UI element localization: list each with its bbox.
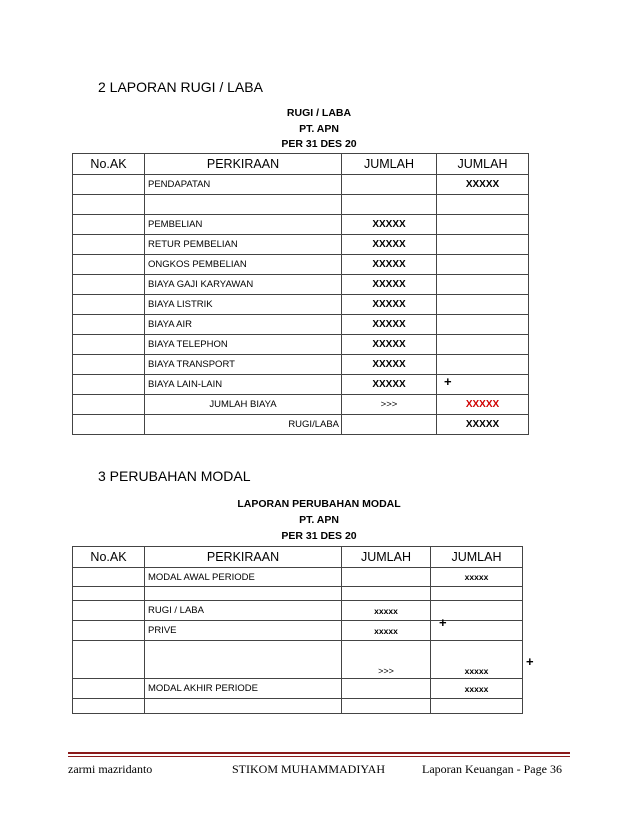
header-perkiraan: PERKIRAAN xyxy=(145,547,342,568)
table-row xyxy=(73,375,529,395)
amount-1: XXXXX xyxy=(342,295,437,315)
amount-2 xyxy=(437,315,529,335)
account-name: RETUR PEMBELIAN xyxy=(145,235,342,255)
header-jumlah-2: JUMLAH xyxy=(431,547,523,568)
account-name: BIAYA TRANSPORT xyxy=(145,355,342,375)
table-row xyxy=(73,601,523,621)
amount-1: xxxxx xyxy=(342,601,431,621)
total-label: JUMLAH BIAYA xyxy=(145,395,342,415)
amount-1 xyxy=(342,195,437,215)
amount-1: XXXXX xyxy=(342,275,437,295)
header-jumlah-1: JUMLAH xyxy=(342,154,437,175)
amount-2 xyxy=(437,235,529,255)
header-perkiraan: PERKIRAAN xyxy=(145,154,342,175)
table-row xyxy=(73,699,523,714)
table-row xyxy=(73,215,529,235)
footer-institution: STIKOM MUHAMMADIYAH xyxy=(232,762,386,776)
amount-2 xyxy=(437,195,529,215)
plus-sign: + xyxy=(439,615,447,630)
amount-2: xxxxx xyxy=(431,679,523,699)
company-name: PT. APN xyxy=(299,514,339,526)
account-name: BIAYA TELEPHON xyxy=(145,335,342,355)
table-row xyxy=(73,235,529,255)
amount-1: XXXXX xyxy=(342,315,437,335)
footer-divider xyxy=(68,752,570,754)
report-title: RUGI / LABA xyxy=(286,107,352,119)
amount-1: XXXXX xyxy=(342,215,437,235)
amount-2 xyxy=(437,355,529,375)
header-jumlah-2: JUMLAH xyxy=(437,154,529,175)
account-name: PEMBELIAN xyxy=(145,215,342,235)
plus-sign: + xyxy=(526,654,534,669)
company-name: PT. APN xyxy=(299,123,339,135)
total-amount: XXXXX xyxy=(437,395,529,415)
account-name: ONGKOS PEMBELIAN xyxy=(145,255,342,275)
rugi-laba-table xyxy=(72,153,529,435)
amount-1: XXXXX xyxy=(342,375,437,395)
table-row xyxy=(73,175,529,195)
account-name: BIAYA AIR xyxy=(145,315,342,335)
amount-2 xyxy=(437,335,529,355)
amount-1: xxxxx xyxy=(342,621,431,641)
amount-2 xyxy=(437,275,529,295)
table-row xyxy=(73,587,523,601)
footer-divider-thin xyxy=(68,756,570,757)
report-period: PER 31 DES 20 xyxy=(281,530,357,542)
total-arrow: >>> xyxy=(342,641,431,679)
account-name: PENDAPATAN xyxy=(145,175,342,195)
table-row xyxy=(73,355,529,375)
rugi-laba-amount: XXXXX xyxy=(437,415,529,435)
account-name: BIAYA LISTRIK xyxy=(145,295,342,315)
table-header-row xyxy=(73,547,523,568)
table-row xyxy=(73,255,529,275)
header-jumlah-1: JUMLAH xyxy=(342,547,431,568)
amount-1: XXXXX xyxy=(342,335,437,355)
amount-2: xxxxx xyxy=(431,568,523,587)
total-amount: xxxxx xyxy=(431,641,523,679)
table-row xyxy=(73,621,523,641)
table-row xyxy=(73,295,529,315)
amount-1: XXXXX xyxy=(342,235,437,255)
footer-author: zarmi mazridanto xyxy=(68,762,153,776)
amount-2 xyxy=(437,255,529,275)
rugi-laba-label: RUGI/LABA xyxy=(145,415,342,435)
amount-2 xyxy=(437,215,529,235)
report-period: PER 31 DES 20 xyxy=(281,138,357,150)
header-no-ak: No.AK xyxy=(73,154,145,175)
account-name: RUGI / LABA xyxy=(145,601,342,621)
table-row xyxy=(73,195,529,215)
rugi-laba-row xyxy=(73,415,529,435)
table-row xyxy=(73,275,529,295)
footer-page: Laporan Keuangan - Page 36 xyxy=(422,762,562,776)
header-no-ak: No.AK xyxy=(73,547,145,568)
amount-1: XXXXX xyxy=(342,255,437,275)
amount-2 xyxy=(437,295,529,315)
table-row xyxy=(73,641,523,679)
section-heading-rugi-laba: 2 LAPORAN RUGI / LABA xyxy=(98,79,263,95)
table-row xyxy=(73,315,529,335)
amount-2: XXXXX xyxy=(437,175,529,195)
total-arrow: >>> xyxy=(342,395,437,415)
account-name: MODAL AKHIR PERIODE xyxy=(145,679,342,699)
table-row xyxy=(73,679,523,699)
report-title: LAPORAN PERUBAHAN MODAL xyxy=(237,498,401,510)
account-name: PRIVE xyxy=(145,621,342,641)
table-header-row xyxy=(73,154,529,175)
perubahan-modal-table xyxy=(72,546,523,714)
account-name: BIAYA LAIN-LAIN xyxy=(145,375,342,395)
section-heading-perubahan-modal: 3 PERUBAHAN MODAL xyxy=(98,468,251,484)
amount-1: XXXXX xyxy=(342,355,437,375)
table-row xyxy=(73,335,529,355)
account-name xyxy=(145,195,342,215)
table-row xyxy=(73,568,523,587)
account-name: MODAL AWAL PERIODE xyxy=(145,568,342,587)
total-row xyxy=(73,395,529,415)
plus-sign: + xyxy=(444,374,452,389)
amount-1 xyxy=(342,175,437,195)
account-name: BIAYA GAJI KARYAWAN xyxy=(145,275,342,295)
